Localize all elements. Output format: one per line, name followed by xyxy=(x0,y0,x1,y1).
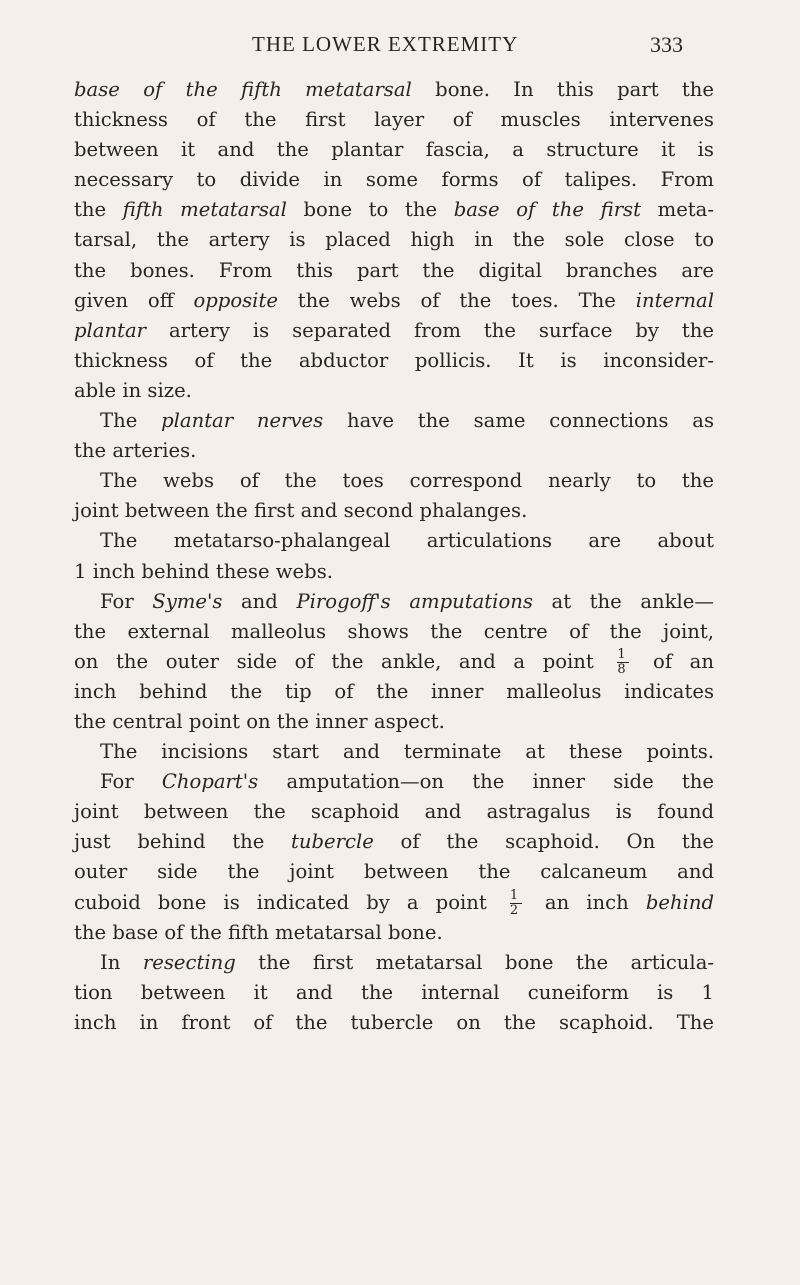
text-line: inch in front of the tubercle on the scaphoid. The xyxy=(74,1010,714,1034)
text-line xyxy=(74,647,714,677)
text-run: artery is separated from the surface by the xyxy=(146,318,714,342)
text-run: of the scaphoid. On the xyxy=(373,830,714,854)
text-line: between it and the plantar fascia, a structure it is xyxy=(74,138,714,162)
text-line: inch behind the tip of the inner malleolus indicates xyxy=(74,679,714,703)
text-line: the external malleolus shows the centre of the joint, xyxy=(74,619,714,643)
text-run: For xyxy=(100,589,153,613)
text-run: cuboid bone is indicated by a point xyxy=(74,890,504,914)
text-line: able in size. xyxy=(74,378,192,402)
fraction-numerator: 1 xyxy=(617,648,629,663)
text-line: joint between the first and second phalanges. xyxy=(74,499,528,523)
italic-phrase: behind xyxy=(645,890,714,914)
text-line: tarsal, the artery is placed high in the sole close to xyxy=(74,228,714,252)
text-line: 1 inch behind these webs. xyxy=(74,559,333,583)
italic-phrase: opposite xyxy=(193,288,278,312)
italic-phrase: Pirogoff's amputations xyxy=(296,589,533,613)
text-line xyxy=(74,888,714,918)
text-line xyxy=(74,195,714,225)
text-line: The webs of the toes correspond nearly to the xyxy=(100,469,714,493)
italic-phrase: plantar xyxy=(74,318,147,342)
text-run: given off xyxy=(74,288,194,312)
text-line xyxy=(74,75,714,105)
text-line xyxy=(74,587,714,617)
text-line: necessary to divide in some forms of talipes. From xyxy=(74,168,714,192)
text-run: meta- xyxy=(641,198,714,222)
italic-phrase: Syme's xyxy=(152,589,223,613)
running-header xyxy=(0,30,800,62)
italic-phrase: resecting xyxy=(142,950,236,974)
text-line xyxy=(74,767,714,797)
text-run: bone to the xyxy=(286,198,454,222)
text-line: The incisions start and terminate at these points. xyxy=(100,740,714,764)
italic-phrase: internal xyxy=(635,288,714,312)
text-line: the base of the fifth metatarsal bone. xyxy=(74,920,443,944)
text-run: just behind the xyxy=(74,830,292,854)
text-line: tion between it and the internal cuneiform is 1 xyxy=(74,980,714,1004)
fraction-one-eighth xyxy=(617,648,629,676)
italic-phrase: base of the first xyxy=(453,198,641,222)
text-line: The metatarso-phalangeal articulations are about xyxy=(100,529,714,553)
italic-phrase: base of the fifth metatarsal xyxy=(74,78,412,101)
fraction-one-half xyxy=(510,889,522,917)
running-title: THE LOWER EXTREMITY xyxy=(252,32,519,56)
text-run: bone. In this part the xyxy=(411,78,714,101)
text-run: The xyxy=(100,409,162,433)
text-run: the xyxy=(74,198,123,222)
text-line xyxy=(74,286,714,316)
page-number: 333 xyxy=(650,32,683,57)
text-run: In xyxy=(100,950,143,974)
text-run: For xyxy=(100,770,162,794)
italic-phrase: plantar nerves xyxy=(161,409,324,433)
text-line: thickness of the first layer of muscles intervenes xyxy=(74,108,714,132)
text-line: the central point on the inner aspect. xyxy=(74,709,445,733)
text-run: amputation—on the inner side the xyxy=(258,770,715,794)
fraction-denominator: 2 xyxy=(509,903,519,919)
text-line: outer side the joint between the calcaneum and xyxy=(74,860,714,884)
italic-phrase: fifth metatarsal xyxy=(122,198,287,222)
text-run: and xyxy=(222,589,297,613)
text-line xyxy=(74,406,714,436)
text-run: at the ankle— xyxy=(532,589,714,613)
text-line: the bones. From this part the digital branches are xyxy=(74,258,714,282)
fraction-numerator: 1 xyxy=(510,889,522,904)
text-run: have the same connections as xyxy=(323,409,715,433)
text-line: thickness of the abductor pollicis. It is inconsider- xyxy=(74,348,714,372)
text-run: on the outer side of the ankle, and a point xyxy=(74,649,612,673)
fraction-denominator: 8 xyxy=(617,662,626,678)
body-text xyxy=(74,75,714,1038)
text-line xyxy=(74,316,714,346)
text-line xyxy=(74,948,714,978)
text-line xyxy=(74,827,714,857)
text-line: joint between the scaphoid and astragalus is found xyxy=(74,800,714,824)
italic-phrase: tubercle xyxy=(291,830,374,854)
italic-phrase: Chopart's xyxy=(161,770,259,794)
text-run: an inch xyxy=(527,890,646,914)
text-run: the webs of the toes. The xyxy=(277,288,636,312)
text-line: the arteries. xyxy=(74,439,197,463)
text-run: the first metatarsal bone the articula- xyxy=(235,950,714,974)
text-run: of an xyxy=(635,649,714,673)
